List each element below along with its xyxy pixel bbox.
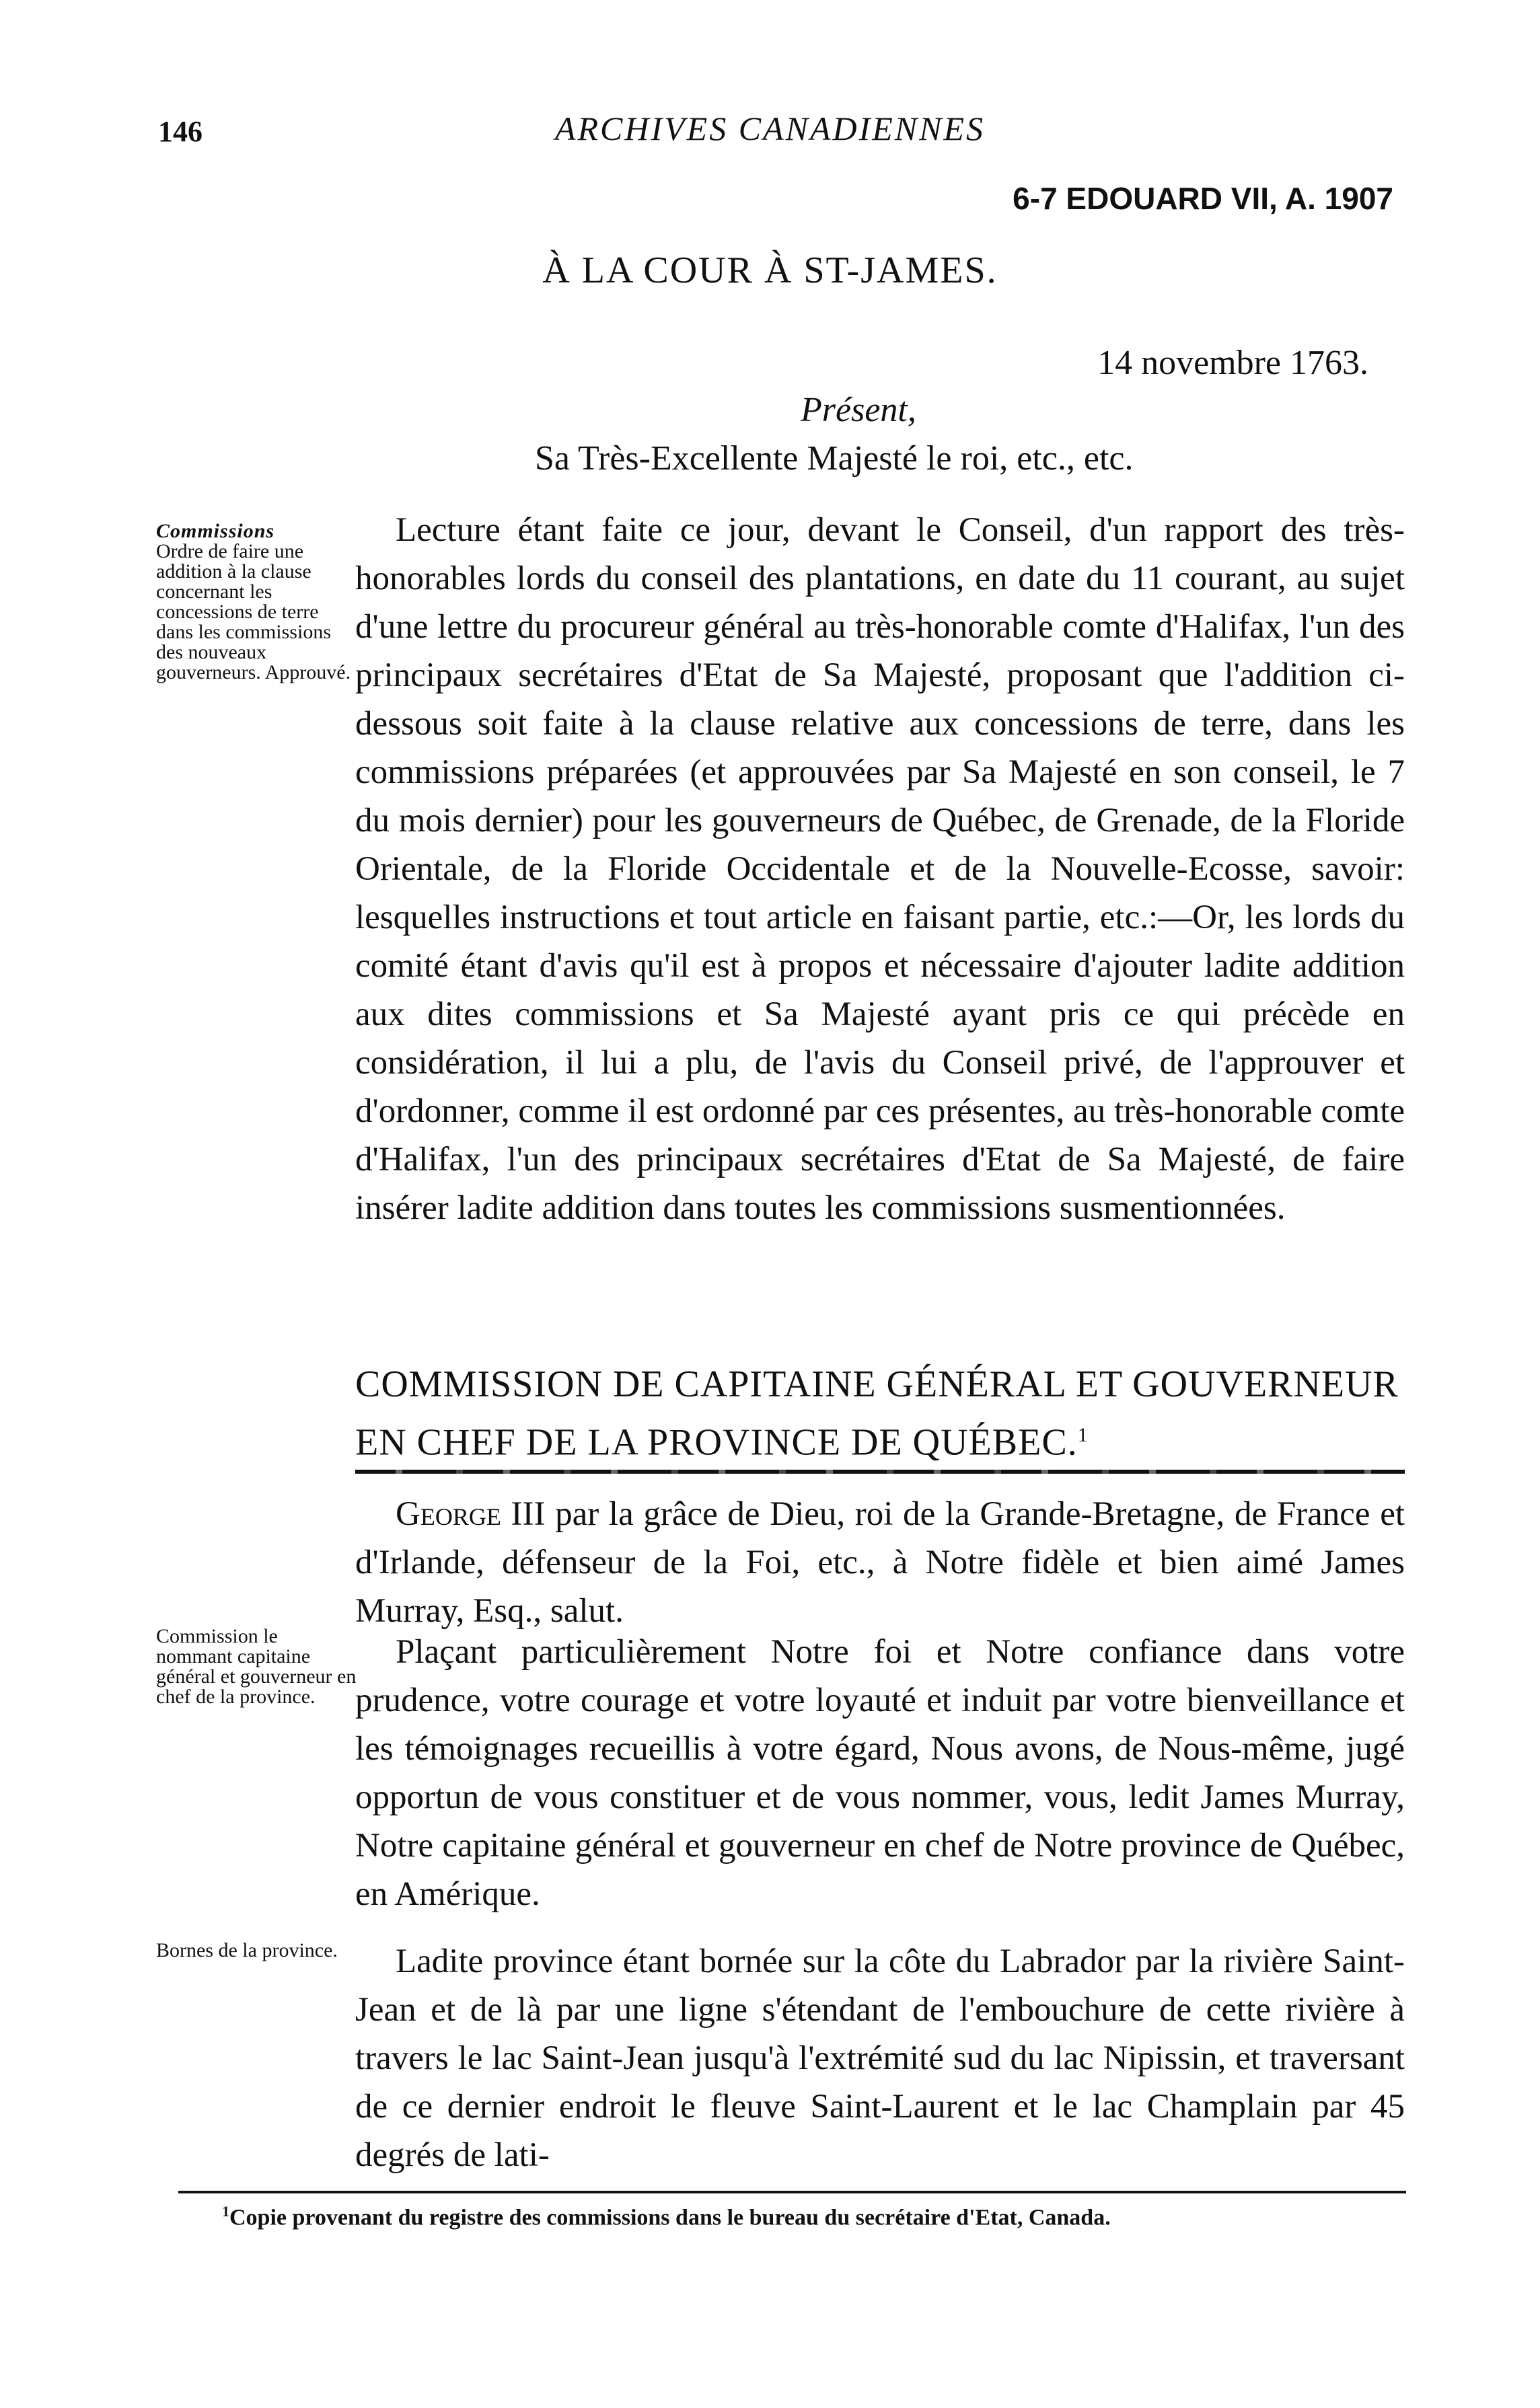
paragraph bbox=[355, 1490, 1405, 1635]
section-heading bbox=[355, 1359, 1405, 1468]
date-line: 14 novembre 1763. bbox=[1097, 344, 1368, 382]
section-heading-text: COMMISSION DE CAPITAINE GÉNÉRAL ET GOUVERNEUR EN CHEF DE LA PROVINCE DE QUÉBEC. bbox=[355, 1363, 1399, 1464]
present-line: Présent, bbox=[801, 391, 916, 429]
session-label: 6-7 EDOUARD VII, A. 1907 bbox=[1013, 181, 1393, 216]
margin-note-text: Ordre de faire une addition à la clause concernant les concessions de terre dans les commissions des nouveaux gouverneurs. Approuvé. bbox=[156, 540, 351, 683]
margin-note bbox=[156, 1626, 358, 1707]
margin-note-title: Commissions bbox=[156, 520, 275, 542]
lead-word: George bbox=[396, 1495, 501, 1533]
paragraph bbox=[355, 506, 1405, 1232]
footnote-mark: 1 bbox=[222, 2203, 229, 2220]
margin-note bbox=[156, 1941, 358, 1961]
paragraph bbox=[355, 1937, 1405, 2179]
footnote-text: Copie provenant du registre des commissions dans le bureau du secrétaire d'Etat, Canada. bbox=[229, 2205, 1111, 2230]
margin-note-text: Commission le nommant capitaine général et gouverneur en chef de la province. bbox=[156, 1625, 357, 1708]
footnote-reference: 1 bbox=[1077, 1424, 1089, 1446]
page-number: 146 bbox=[158, 115, 203, 148]
paragraph-text: III par la grâce de Dieu, roi de la Grande-Bretagne, de France et d'Irlande, défenseur de la Foi, etc., à Notre fidèle et bien aimé James Murray, Esq., salut. bbox=[355, 1495, 1405, 1630]
paragraph-text: Lecture étant faite ce jour, devant le Conseil, d'un rapport des très-honorables lords du conseil des plantations, en date du 11 courant, au sujet d'une lettre du procureur général au très-honorable comte d'Halifax, l'un des principaux secrétaires d'Etat de Sa Majesté, proposant que l'addition ci-dessous soit faite à la clause relative aux concessions de terre, dans les commissions préparées (et approuvées par Sa Majesté en son conseil, le 7 du mois dernier) pour les gouverneurs de Québec, de Grenade, de la Floride Orientale, de la Floride Occidentale et de la Nouvelle-Ecosse, savoir: lesquelles instructions et tout article en faisant partie, etc.:—Or, les lords du comité étant d'avis qu'il est à propos et nécessaire d'ajouter ladite addition aux dites commissions et Sa Majesté ayant pris ce qui précède en considération, il lui a plu, de l'avis du Conseil privé, de l'approuver et d'ordonner, comme il est ordonné par ces présentes, au très-honorable comte d'Halifax, l'un des principaux secrétaires d'Etat de Sa Majesté, de faire insérer ladite addition dans toutes les commissions susmentionnées. bbox=[355, 511, 1405, 1227]
margin-note-text: Bornes de la province. bbox=[156, 1939, 338, 1961]
footnote-rule bbox=[178, 2191, 1406, 2193]
ornamental-rule bbox=[355, 1470, 1405, 1474]
majesty-line: Sa Très-Excellente Majesté le roi, etc., etc. bbox=[535, 439, 1134, 478]
court-title: À LA COUR À ST-JAMES. bbox=[542, 250, 998, 291]
paragraph-text: Plaçant particulièrement Notre foi et Notre confiance dans votre prudence, votre courage et votre loyauté et induit par votre bienveillance et les témoignages recueillis à votre égard, Nous avons, de Nous-même, jugé opportun de vous constituer et de vous nommer, vous, ledit James Murray, Notre capitaine général et gouverneur en chef de Notre province de Québec, en Amérique. bbox=[355, 1633, 1405, 1913]
paragraph-text: Ladite province étant bornée sur la côte du Labrador par la rivière Saint-Jean et de là par une ligne s'étendant de l'embouchure de cette rivière à travers le lac Saint-Jean jusqu'à l'extrémité sud du lac Nipissin, et traversant de ce dernier endroit le fleuve Saint-Laurent et le lac Champlain par 45 degrés de lati- bbox=[355, 1943, 1405, 2174]
running-title: ARCHIVES CANADIENNES bbox=[554, 110, 986, 147]
footnote bbox=[222, 2203, 1111, 2230]
margin-note bbox=[156, 521, 358, 683]
paragraph bbox=[355, 1628, 1405, 1918]
